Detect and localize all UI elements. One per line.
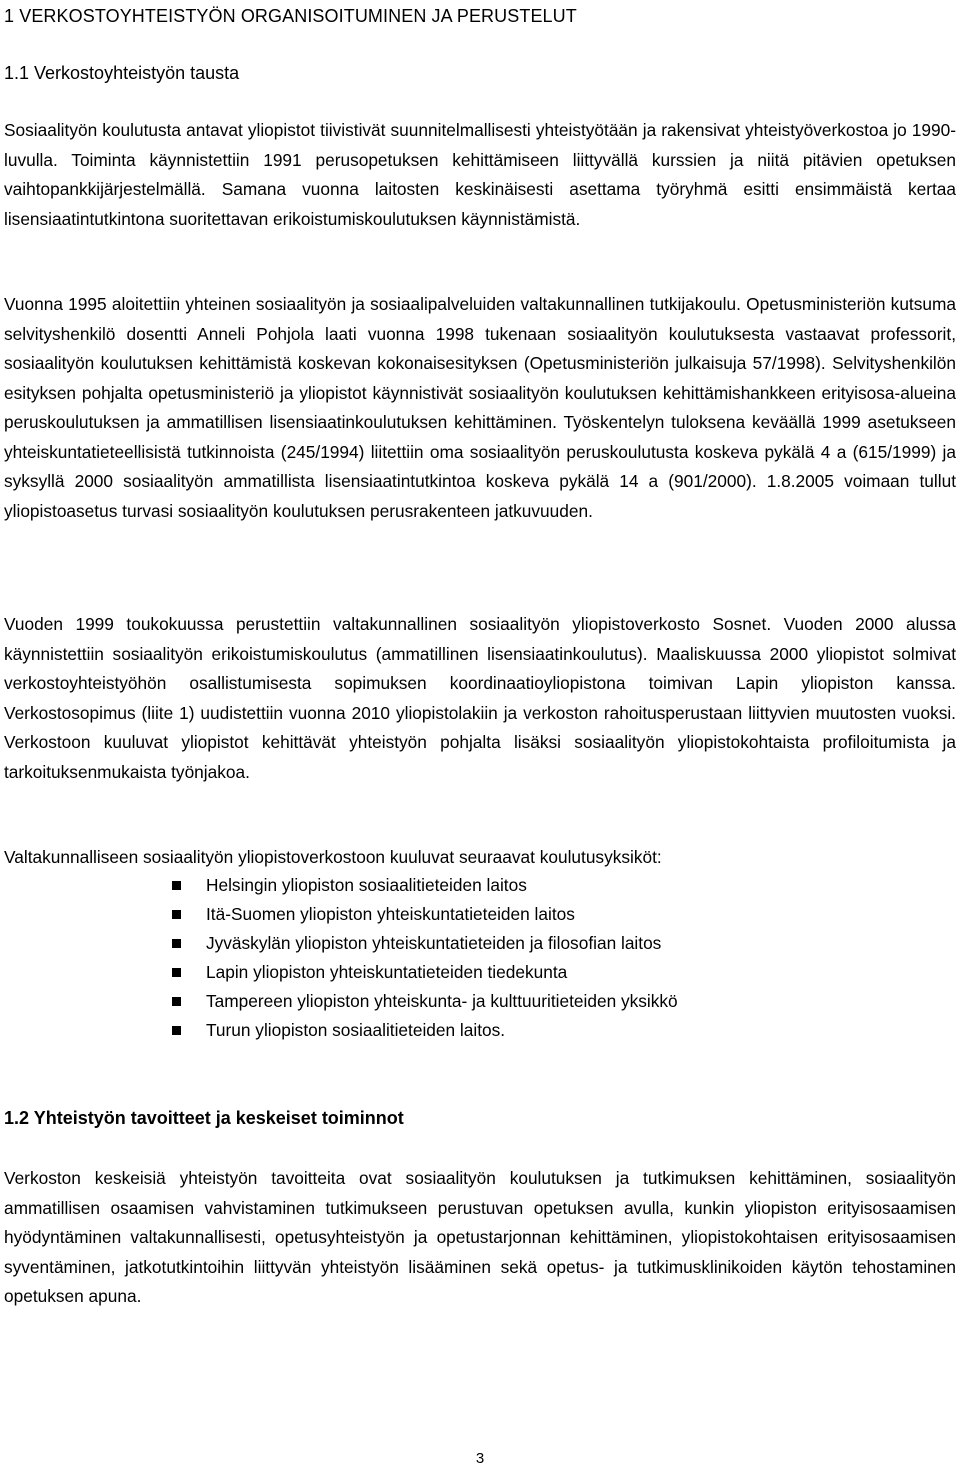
square-bullet-icon xyxy=(172,939,181,948)
list-item xyxy=(170,958,678,987)
list-item xyxy=(170,900,678,929)
list-item xyxy=(170,1016,678,1045)
section-heading-1-1: 1.1 Verkostoyhteistyön tausta xyxy=(4,63,240,83)
paragraph-background-1: Sosiaalityön koulutusta antavat yliopistot tiivistivät suunnitelmallisesti yhteistyötään ja rakensivat yhteistyöverkostoa jo 1990-luvulla. Toiminta käynnistettiin 1991 perusopetuksen kehittämiseen liittyvällä kurssien ja niitä pitävien opetuksen vaihtopankkijärjestelmällä. Samana vuonna laitosten keskinäisesti asettama työryhmä esitti ensimmäistä kertaa lisensiaatintutkintona suoritettavan erikoistumiskoulutuksen käynnistämistä. xyxy=(4,120,956,229)
unit-label: Turun yliopiston sosiaalitieteiden laitos. xyxy=(206,1020,506,1040)
unit-label: Lapin yliopiston yhteiskuntatieteiden tiedekunta xyxy=(206,962,568,982)
list-item xyxy=(170,929,678,958)
square-bullet-icon xyxy=(172,881,181,890)
paragraph-sosnet: Vuoden 1999 toukokuussa perustettiin valtakunnallinen sosiaalityön yliopistoverkosto Sosnet. Vuoden 2000 alussa käynnistettiin sosiaalityön erikoistumiskoulutus (ammatillinen lisensiaatinkoulutus). Maaliskuussa 2000 yliopistot solmivat verkostoyhteistyöhön osallistumisesta sopimuksen koordinaatioyliopistona toimivan Lapin yliopiston kanssa. Verkostosopimus (liite 1) uudistettiin vuonna 2010 yliopistolakiin ja verkoston rahoitusperustaan liittyvien muutosten vuoksi. Verkostoon kuuluvat yliopistot kehittävät yhteistyön pohjalta lisäksi sosiaalityön yliopistokohtaista profiloitumista ja tarkoituksenmukaista työnjakoa. xyxy=(4,614,956,782)
paragraph-units-intro: Valtakunnalliseen sosiaalityön yliopistoverkostoon kuuluvat seuraavat koulutusyksiköt: xyxy=(4,847,662,867)
units-list xyxy=(170,871,678,1045)
unit-label: Helsingin yliopiston sosiaalitieteiden laitos xyxy=(206,875,527,895)
square-bullet-icon xyxy=(172,968,181,977)
unit-label: Tampereen yliopiston yhteiskunta- ja kulttuuritieteiden yksikkö xyxy=(206,991,678,1011)
square-bullet-icon xyxy=(172,1026,181,1035)
list-item xyxy=(170,987,678,1016)
chapter-title: 1 VERKOSTOYHTEISTYÖN ORGANISOITUMINEN JA PERUSTELUT xyxy=(4,6,577,26)
square-bullet-icon xyxy=(172,997,181,1006)
square-bullet-icon xyxy=(172,910,181,919)
paragraph-background-2: Vuonna 1995 aloitettiin yhteinen sosiaalityön ja sosiaalipalveluiden valtakunnallinen tutkijakoulu. Opetusministeriön kutsuma selvityshenkilö dosentti Anneli Pohjola laati vuonna 1998 tukenaan sosiaalityön koulutuksesta vastaavat professorit, sosiaalityön koulutuksen kehittämistä koskevan kokonaisesityksen (Opetusministeriön julkaisuja 57/1998). Selvityshenkilön esityksen pohjalta opetusministeriö ja yliopistot käynnistivät sosiaalityön koulutuksen kehittämishankkeen erityisosa-alueina peruskoulutuksen ja ammatillisen lisensiaatinkoulutuksen kehittäminen. Työskentelyn tuloksena keväällä 1999 asetukseen yhteiskuntatieteellisistä tutkinnoista (245/1994) liitettiin oma sosiaalityön peruskoulutusta koskeva pykälä 4 a (615/1999) ja syksyllä 2000 sosiaalityön ammatillista lisensiaatintutkintoa koskeva pykälä 14 a (901/2000). 1.8.2005 voimaan tullut yliopistoasetus turvasi sosiaalityön koulutuksen perusrakenteen jatkuvuuden. xyxy=(4,294,956,521)
paragraph-goals: Verkoston keskeisiä yhteistyön tavoitteita ovat sosiaalityön koulutuksen ja tutkimuksen kehittäminen, sosiaalityön ammatillisen osaamisen vahvistaminen tutkimukseen perustuvan opetuksen avulla, kunkin yliopiston erityisosaamisen hyödyntäminen valtakunnallisesti, opetusyhteistyön ja opetustarjonnan kehittäminen, yliopistokohtaisen erityisosaamisen syventäminen, jatkotutkintoihin liittyvän yhteistyön lisääminen sekä opetus- ja tutkimusklinikoiden käytön tehostaminen opetuksen apuna. xyxy=(4,1168,956,1306)
section-heading-1-2: 1.2 Yhteistyön tavoitteet ja keskeiset toiminnot xyxy=(4,1108,404,1128)
page-number: 3 xyxy=(475,1450,485,1467)
list-item xyxy=(170,871,678,900)
unit-label: Jyväskylän yliopiston yhteiskuntatieteiden ja filosofian laitos xyxy=(206,933,662,953)
unit-label: Itä-Suomen yliopiston yhteiskuntatieteiden laitos xyxy=(206,904,575,924)
